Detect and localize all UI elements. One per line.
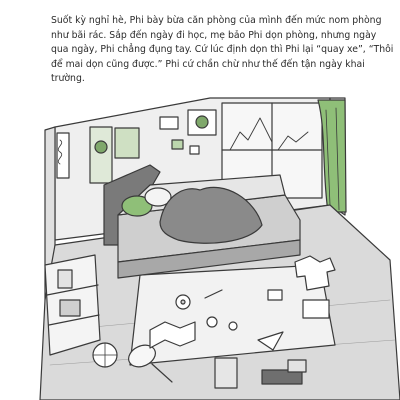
story-text <box>51 14 394 87</box>
paper-ball-2 <box>229 322 237 330</box>
story-line-2: như bãi rác. Sắp đến ngày đi học, mẹ bảo Phi dọn phòng, nhưng ngày <box>51 29 377 41</box>
poster-green-1 <box>90 127 112 183</box>
trousers <box>215 358 237 388</box>
messy-bedroom-illustration <box>0 95 400 400</box>
small-card <box>268 290 282 300</box>
story-line-5: trường. <box>51 73 85 85</box>
paper-ball-1 <box>207 317 217 327</box>
story-line-3: qua ngày, Phi chẳng đụng tay. Cứ lúc định dọn thì Phi lại “quay xe”, “Thôi <box>51 44 394 56</box>
poster-small <box>160 117 178 129</box>
shoe-box <box>303 300 329 318</box>
story-line-1: Suốt kỳ nghỉ hè, Phi bày bừa căn phòng của mình đến mức nom phòng <box>51 15 382 26</box>
poster-green-2 <box>115 128 139 158</box>
poster-dna <box>57 133 69 178</box>
shelf <box>45 255 100 355</box>
story-line-4: để mai dọn cũng được.” Phi cứ chần chừ như thế đến tận ngày khai <box>51 58 365 70</box>
